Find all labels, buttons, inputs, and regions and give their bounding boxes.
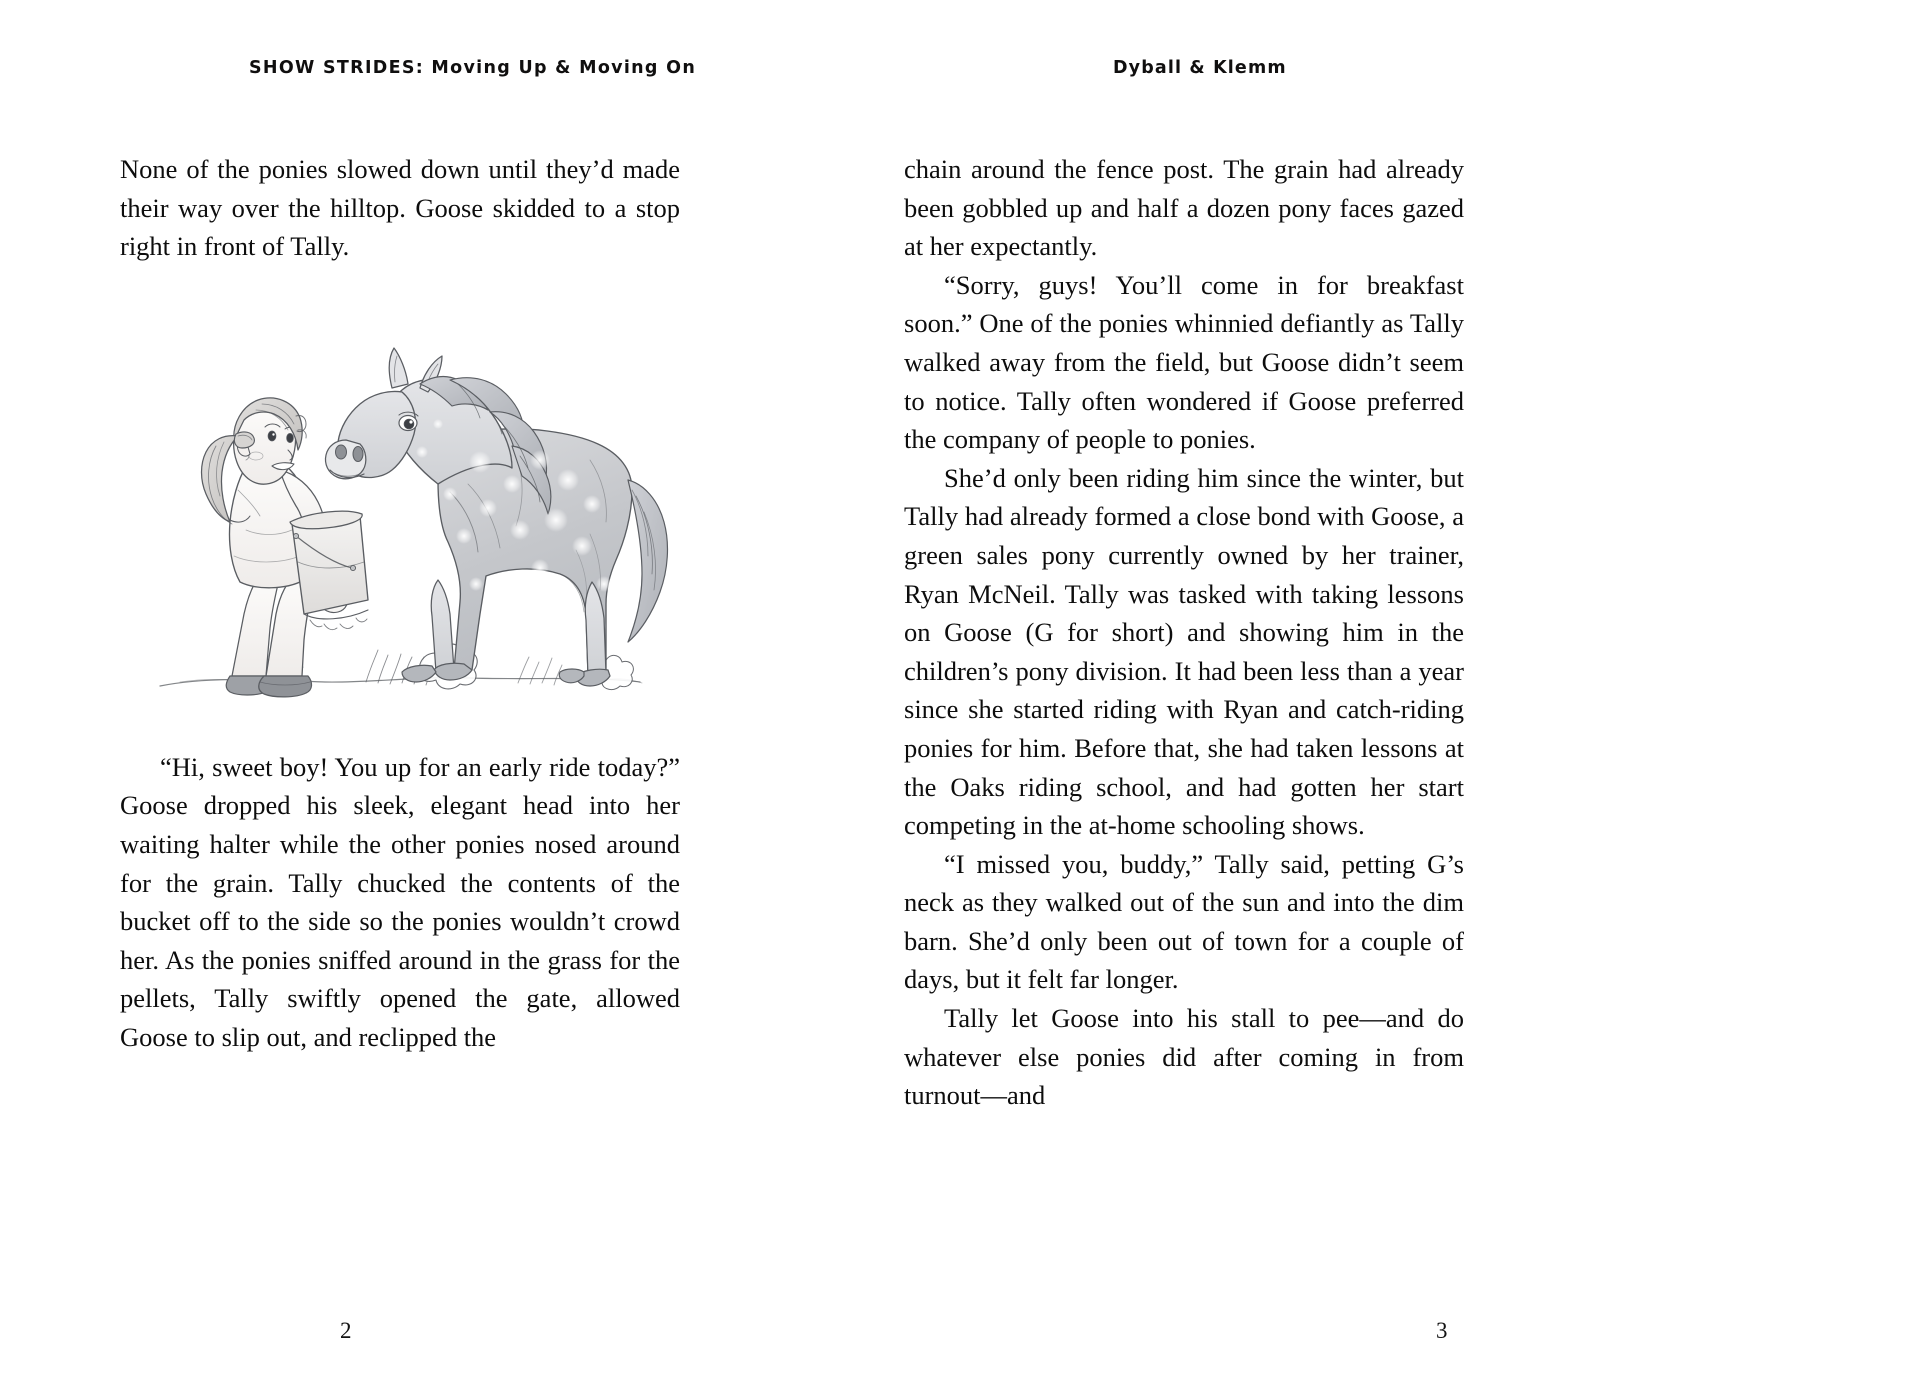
left-text-block-bottom [120,748,680,1057]
paragraph: chain around the fence post. The grain had already been gobbled up and half a dozen pony faces gazed at her expectantly. [904,154,1464,262]
paragraph: “Hi, sweet boy! You up for an early ride today?” Goose dropped his sleek, elegant head into her waiting halter while the other ponies nosed around for the grain. Tally chucked the contents of the bucket off to the side so the ponies wouldn’t crowd her. As the ponies sniffed around in the grass for the pellets, Tally swiftly opened the gate, allowed Goose to slip out, and reclipped the [120,751,680,1052]
tail [628,480,667,642]
right-text-block [904,150,1464,1115]
running-head-right [1113,58,1287,78]
pony-figure [325,348,667,686]
page-right [904,150,1464,1115]
page-gutter [784,0,785,1400]
paragraph: Tally let Goose into his stall to pee—and do whatever else ponies did after coming in from turnout—and [904,1003,1464,1111]
page-number-right: 3 [1436,1318,1448,1343]
paragraph: None of the ponies slowed down until they’d made their way over the hilltop. Goose skidded to a stop right in front of Tally. [120,154,680,262]
paragraph: She’d only been riding him since the winter, but Tally had already formed a close bond with Goose, a green sales pony currently owned by her trainer, Ryan McNeil. Tally was tasked with taking lessons on Goose (G for short) and showing him in the children’s pony division. It had been less than a year since she started riding with Ryan and catch-riding ponies for him. Before that, she had taken lessons at the Oaks riding school, and had gotten her start competing in the at-home schooling shows. [904,462,1464,841]
running-head-left-text: SHOW STRIDES: Moving Up & Moving On [249,58,697,78]
paragraph: “I missed you, buddy,” Tally said, petting G’s neck as they walked out of the sun and into the dim barn. She’d only been out of town for a couple of days, but it felt far longer. [904,848,1464,995]
page-left [120,150,680,1057]
running-head-left [249,58,696,78]
running-head-right-text: Dyball & Klemm [1113,58,1287,78]
paragraph: “Sorry, guys! You’ll come in for breakfast soon.” One of the ponies whinnied defiantly as Tally walked away from the field, but Goose didn’t seem to notice. Tally often wondered if Goose preferred the company of people to ponies. [904,269,1464,455]
illustration-girl-with-bucket-and-pony [120,284,680,724]
page-number-left: 2 [340,1318,352,1343]
left-text-block-top [120,150,680,266]
